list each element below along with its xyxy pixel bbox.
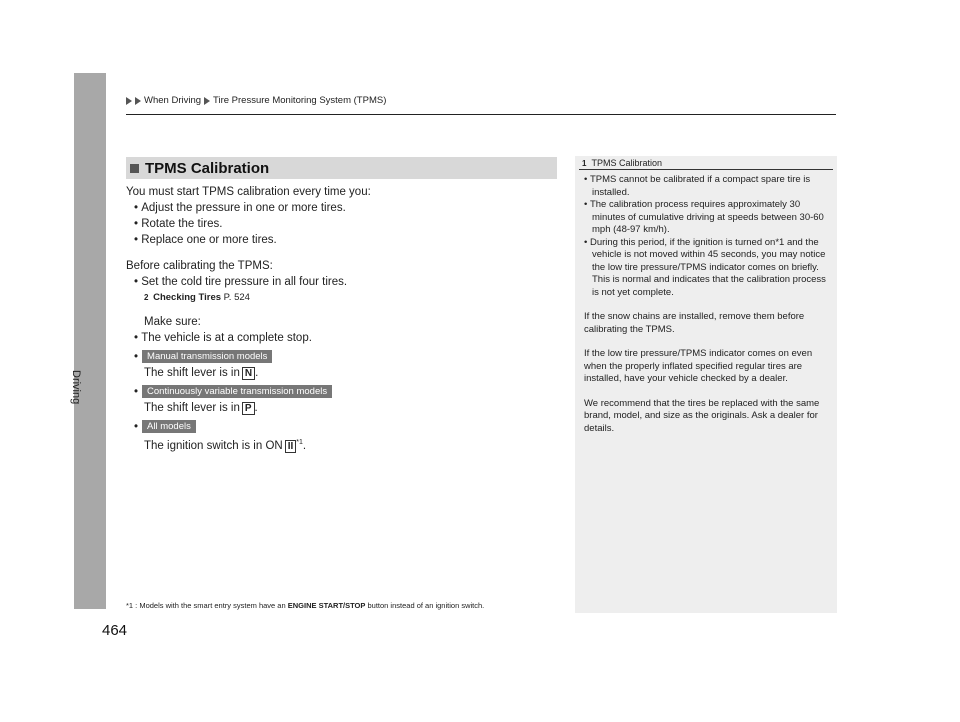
side-tab <box>74 73 106 609</box>
model-tag: Manual transmission models <box>142 350 272 363</box>
list-item: • Manual transmission models <box>126 349 556 365</box>
sidebar-bullet: • TPMS cannot be calibrated if a compact spare tire is installed. <box>584 174 811 198</box>
breadcrumb-level1[interactable]: When Driving <box>144 95 202 106</box>
sidebar-rule <box>579 169 833 170</box>
section-header <box>126 157 557 179</box>
list-item: • The vehicle is at a complete stop. <box>134 332 312 344</box>
sidebar-note <box>575 156 837 613</box>
key-ii-icon: II <box>285 440 297 453</box>
shift-p-text: The shift lever is in P . <box>144 402 258 414</box>
triangle-icon <box>204 97 210 105</box>
list-item: • Set the cold tire pressure in all four tires. <box>134 276 348 288</box>
list-item: • Rotate the tires. <box>134 218 223 230</box>
side-tab-label: Driving <box>70 370 82 405</box>
reference-icon: 1 <box>582 158 587 168</box>
breadcrumb <box>126 95 386 106</box>
sidebar-bullet: • During this period, if the ignition is turned on*1 and the vehicle is not moved within 45 seconds, you may notice the low tire pressure/TPMS indicator comes on briefly. This is normal and indicates that the calibration process is not yet complete. <box>584 236 826 298</box>
breadcrumb-level2[interactable]: Tire Pressure Monitoring System (TPMS) <box>213 95 387 106</box>
footnote: *1 : Models with the smart entry system have an ENGINE START/STOP button instead of an ignition switch. <box>126 601 485 610</box>
before-text: Before calibrating the TPMS: <box>126 260 273 272</box>
square-bullet-icon <box>130 164 139 173</box>
triangle-icon <box>126 97 132 105</box>
key-n-icon: N <box>242 367 255 380</box>
shift-n-text: The shift lever is in N . <box>144 367 259 379</box>
list-item: • Continuously variable transmission models <box>126 384 556 400</box>
intro-text: You must start TPMS calibration every time you: <box>126 186 371 198</box>
page-number: 464 <box>102 622 128 639</box>
reference-arrow-icon: 2 <box>144 293 149 302</box>
triangle-icon <box>135 97 141 105</box>
sidebar-paragraph: If the low tire pressure/TPMS indicator comes on even when the properly inflated specified regular tires are installed, have your vehicle checked by a dealer. <box>584 348 813 384</box>
sidebar-body <box>584 174 834 435</box>
list-item: • Adjust the pressure in one or more tires. <box>134 202 346 214</box>
sidebar-header <box>575 156 837 168</box>
header-rule <box>126 114 836 115</box>
section-title: TPMS Calibration <box>145 159 270 177</box>
ignition-text: The ignition switch is in ON II $^{*1}$. <box>144 439 307 452</box>
list-item: • All models <box>126 419 556 435</box>
key-p-icon: P <box>242 402 255 415</box>
sidebar-bullet: • The calibration process requires approximately 30 minutes of cumulative driving at speeds between 30-60 mph (48-97 km/h). <box>584 199 824 235</box>
model-tag: Continuously variable transmission models <box>142 385 332 398</box>
sidebar-paragraph: We recommend that the tires be replaced with the same brand, model, and size as the originals. Ask a dealer for details. <box>584 397 820 434</box>
sidebar-paragraph: If the snow chains are installed, remove them before calibrating the TPMS. <box>584 311 805 335</box>
list-item: • Replace one or more tires. <box>134 234 277 246</box>
sidebar-title: TPMS Calibration <box>591 158 662 168</box>
make-sure-text: Make sure: <box>144 316 201 328</box>
cross-reference[interactable]: 2 Checking Tires P. 524 <box>126 290 556 306</box>
model-tag: All models <box>142 420 196 433</box>
main-content <box>126 184 556 454</box>
